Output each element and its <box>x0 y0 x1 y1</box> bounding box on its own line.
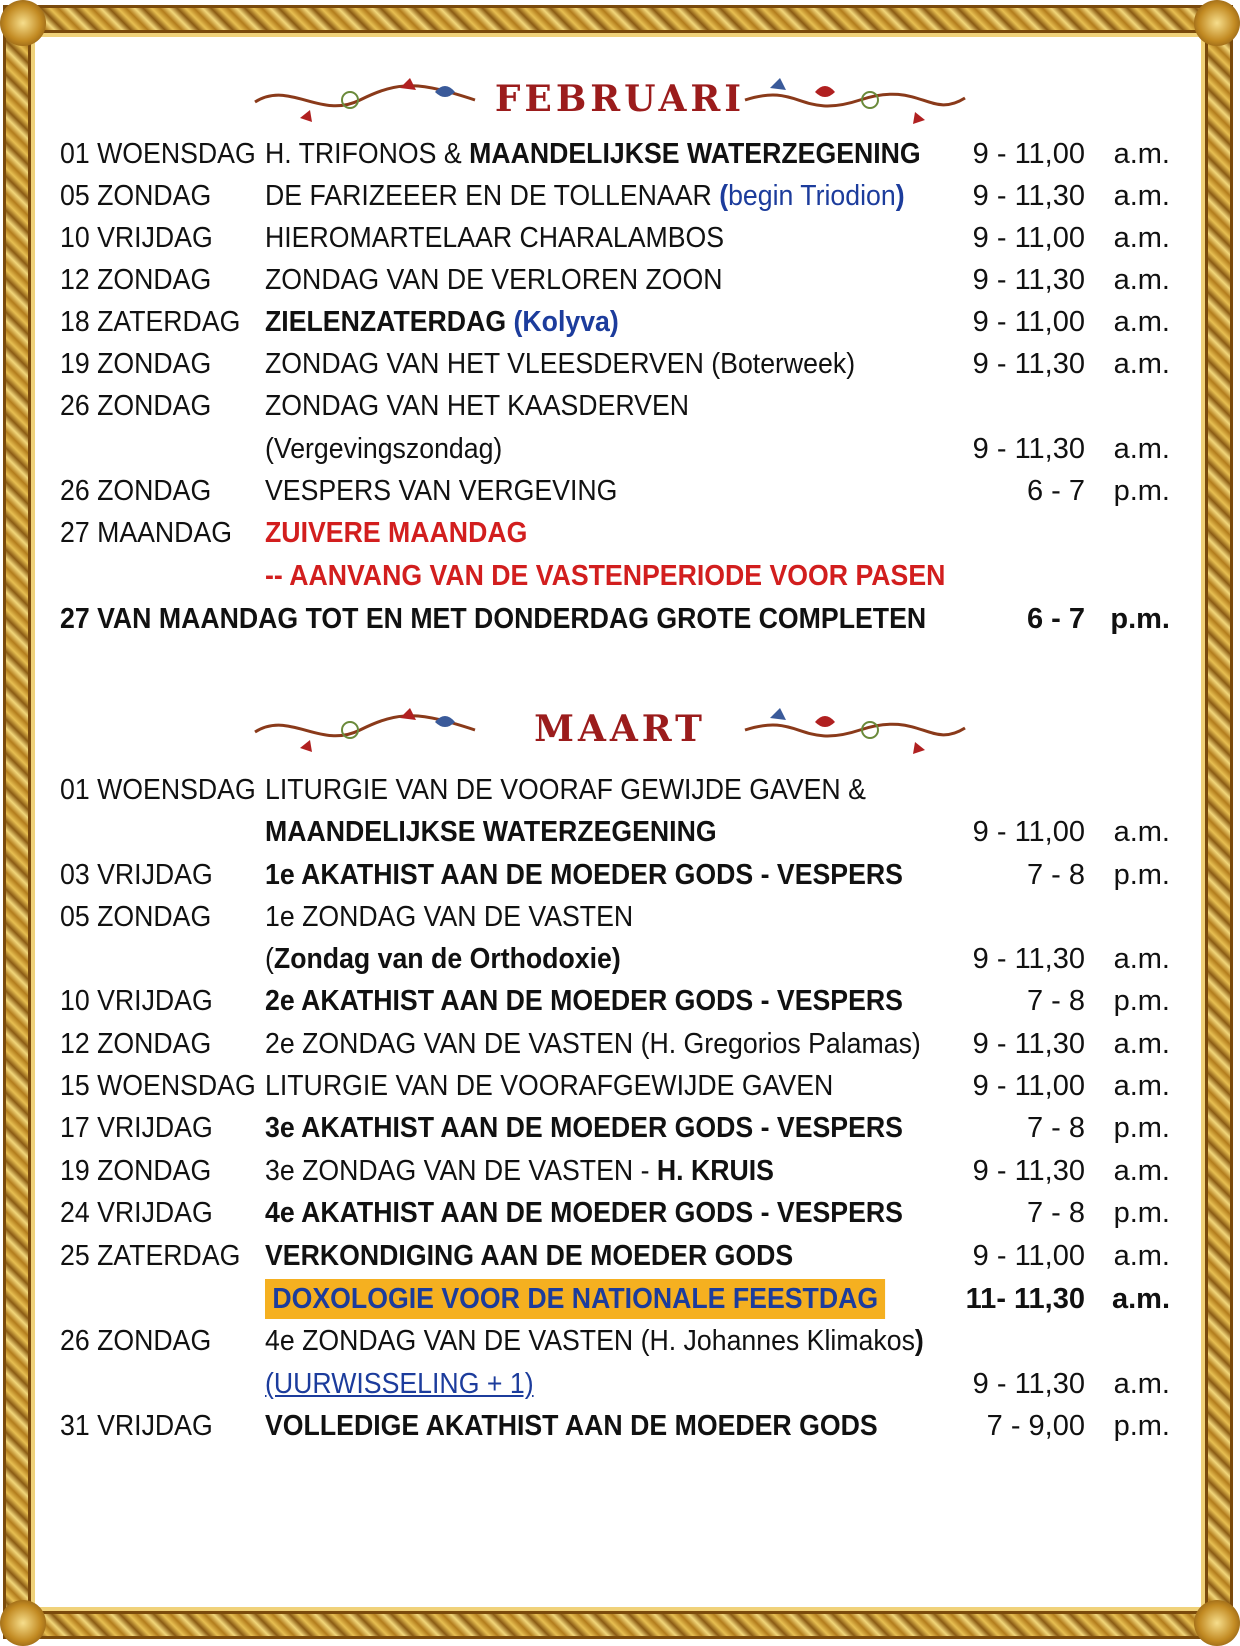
row-time: 7 - 8 <box>1026 1112 1085 1144</box>
schedule-row <box>60 429 1170 469</box>
row-ampm: a.m. <box>1113 1155 1170 1187</box>
floral-ornament-icon <box>740 70 970 130</box>
row-time: 9 - 11,30 <box>972 1028 1085 1060</box>
schedule-row <box>60 770 1170 810</box>
row-time: 9 - 11,30 <box>972 1155 1085 1187</box>
row-date: 31 VRIJDAG <box>60 1410 213 1442</box>
schedule-row <box>60 1364 1170 1404</box>
row-time: 9 - 11,00 <box>972 1240 1085 1272</box>
row-time: 7 - 8 <box>1026 859 1085 891</box>
schedule-row <box>60 1066 1170 1106</box>
row-date: 18 ZATERDAG <box>60 306 241 338</box>
row-description: ZONDAG VAN HET KAASDERVEN <box>265 390 690 422</box>
row-description: MAANDELIJKSE WATERZEGENING <box>265 816 717 848</box>
row-date: 12 ZONDAG <box>60 1028 212 1060</box>
row-time: 9 - 11,30 <box>972 433 1085 465</box>
row-time: 9 - 11,00 <box>972 138 1085 170</box>
row-ampm: p.m. <box>1113 985 1170 1017</box>
month-title: MAART <box>534 708 706 750</box>
row-description: (Zondag van de Orthodoxie) <box>265 943 621 975</box>
row-ampm: p.m. <box>1113 475 1170 507</box>
row-date: 05 ZONDAG <box>60 180 212 212</box>
row-time: 9 - 11,00 <box>972 222 1085 254</box>
row-time: 7 - 8 <box>1026 985 1085 1017</box>
row-ampm: p.m. <box>1113 1112 1170 1144</box>
row-ampm: a.m. <box>1113 1070 1170 1102</box>
schedule-row <box>60 812 1170 852</box>
row-time: 9 - 11,30 <box>972 348 1085 380</box>
row-description: -- AANVANG VAN DE VASTENPERIODE VOOR PASEN <box>265 560 946 592</box>
row-ampm: a.m. <box>1113 433 1170 465</box>
row-description: 3e AKATHIST AAN DE MOEDER GODS - VESPERS <box>265 1112 903 1144</box>
row-description: VERKONDIGING AAN DE MOEDER GODS <box>265 1240 794 1272</box>
row-description: ZIELENZATERDAG (Kolyva) <box>265 306 619 338</box>
floral-ornament-icon <box>740 700 970 760</box>
row-date: 15 WOENSDAG <box>60 1070 256 1102</box>
row-date: 10 VRIJDAG <box>60 985 213 1017</box>
row-description: VESPERS VAN VERGEVING <box>265 475 618 507</box>
row-description: DE FARIZEEER EN DE TOLLENAAR (begin Triodion) <box>265 180 905 212</box>
schedule-row <box>60 471 1170 511</box>
row-ampm: p.m. <box>1113 859 1170 891</box>
schedule-row <box>60 981 1170 1021</box>
row-time: 11- 11,30 <box>965 1283 1085 1315</box>
schedule-row <box>60 1279 1170 1319</box>
schedule-row <box>60 1321 1170 1361</box>
row-ampm: a.m. <box>1111 1283 1170 1315</box>
schedule-row <box>60 218 1170 258</box>
row-ampm: a.m. <box>1113 306 1170 338</box>
row-description: 2e ZONDAG VAN DE VASTEN (H. Gregorios Palamas) <box>265 1028 921 1060</box>
row-date: 10 VRIJDAG <box>60 222 213 254</box>
row-date: 01 WOENSDAG <box>60 774 256 806</box>
row-date: 05 ZONDAG <box>60 901 212 933</box>
row-date: 24 VRIJDAG <box>60 1197 213 1229</box>
row-time: 9 - 11,30 <box>972 943 1085 975</box>
row-ampm: a.m. <box>1113 1368 1170 1400</box>
row-description: 4e AKATHIST AAN DE MOEDER GODS - VESPERS <box>265 1197 903 1229</box>
row-date: 25 ZATERDAG <box>60 1240 241 1272</box>
row-description: 1e AKATHIST AAN DE MOEDER GODS - VESPERS <box>265 859 903 891</box>
row-date: 19 ZONDAG <box>60 1155 212 1187</box>
row-date: 12 ZONDAG <box>60 264 212 296</box>
row-ampm: p.m. <box>1110 603 1170 635</box>
schedule-row <box>60 260 1170 300</box>
schedule-row <box>60 386 1170 426</box>
row-description: 27 VAN MAANDAG TOT EN MET DONDERDAG GROTE COMPLETEN <box>60 603 927 635</box>
februari-heading <box>0 66 1240 136</box>
row-time: 9 - 11,30 <box>972 1368 1085 1400</box>
row-ampm: a.m. <box>1113 943 1170 975</box>
row-time: 9 - 11,30 <box>972 264 1085 296</box>
schedule-row <box>60 939 1170 979</box>
row-ampm: a.m. <box>1113 138 1170 170</box>
row-time: 7 - 9,00 <box>986 1410 1085 1442</box>
row-date: 26 ZONDAG <box>60 390 212 422</box>
schedule-row <box>60 344 1170 384</box>
row-time: 9 - 11,00 <box>972 816 1085 848</box>
frame-corner-ornament <box>1194 1600 1240 1646</box>
schedule-row <box>60 1406 1170 1446</box>
row-description: 4e ZONDAG VAN DE VASTEN (H. Johannes Klimakos) <box>265 1325 924 1357</box>
schedule-row <box>60 302 1170 342</box>
row-description: 2e AKATHIST AAN DE MOEDER GODS - VESPERS <box>265 985 903 1017</box>
schedule-row <box>60 599 1170 639</box>
schedule-row <box>60 1108 1170 1148</box>
schedule-row <box>60 1151 1170 1191</box>
schedule-row <box>60 176 1170 216</box>
row-ampm: a.m. <box>1113 1240 1170 1272</box>
time-change-link[interactable]: (UURWISSELING + 1) <box>265 1368 534 1400</box>
frame-corner-ornament <box>0 1600 46 1646</box>
row-ampm: a.m. <box>1113 180 1170 212</box>
row-description: 1e ZONDAG VAN DE VASTEN <box>265 901 634 933</box>
row-time: 7 - 8 <box>1026 1197 1085 1229</box>
row-date: 27 MAANDAG <box>60 517 232 549</box>
row-date: 26 ZONDAG <box>60 475 212 507</box>
row-description: HIEROMARTELAAR CHARALAMBOS <box>265 222 725 254</box>
row-ampm: a.m. <box>1113 816 1170 848</box>
row-time: 9 - 11,00 <box>972 306 1085 338</box>
row-description: H. TRIFONOS & MAANDELIJKSE WATERZEGENING <box>265 138 921 170</box>
row-description: ZONDAG VAN DE VERLOREN ZOON <box>265 264 723 296</box>
row-ampm: p.m. <box>1113 1410 1170 1442</box>
schedule-row <box>60 1236 1170 1276</box>
row-ampm: a.m. <box>1113 348 1170 380</box>
row-time: 9 - 11,30 <box>972 180 1085 212</box>
row-date: 17 VRIJDAG <box>60 1112 213 1144</box>
row-ampm: a.m. <box>1113 1028 1170 1060</box>
row-description: VOLLEDIGE AKATHIST AAN DE MOEDER GODS <box>265 1410 878 1442</box>
schedule-row <box>60 1193 1170 1233</box>
row-date: 26 ZONDAG <box>60 1325 212 1357</box>
row-time: 6 - 7 <box>1026 475 1085 507</box>
schedule-row <box>60 1024 1170 1064</box>
highlighted-description: DOXOLOGIE VOOR DE NATIONALE FEESTDAG <box>265 1279 885 1319</box>
schedule-row <box>60 897 1170 937</box>
schedule-row <box>60 513 1170 553</box>
row-description: 3e ZONDAG VAN DE VASTEN - H. KRUIS <box>265 1155 774 1187</box>
row-date: 01 WOENSDAG <box>60 138 256 170</box>
row-time: 6 - 7 <box>1026 603 1085 635</box>
frame-corner-ornament <box>1194 0 1240 46</box>
row-date: 19 ZONDAG <box>60 348 212 380</box>
schedule-row <box>60 134 1170 174</box>
row-description: ZONDAG VAN HET VLEESDERVEN (Boterweek) <box>265 348 856 380</box>
maart-heading <box>0 696 1240 766</box>
row-description: ZUIVERE MAANDAG <box>265 517 528 549</box>
row-description: LITURGIE VAN DE VOORAFGEWIJDE GAVEN <box>265 1070 834 1102</box>
row-description: LITURGIE VAN DE VOORAF GEWIJDE GAVEN & <box>265 774 866 806</box>
row-description: (Vergevingszondag) <box>265 433 503 465</box>
row-time: 9 - 11,00 <box>972 1070 1085 1102</box>
schedule-row <box>60 556 1170 596</box>
frame-corner-ornament <box>0 0 46 46</box>
row-ampm: a.m. <box>1113 222 1170 254</box>
row-date: 03 VRIJDAG <box>60 859 213 891</box>
row-ampm: a.m. <box>1113 264 1170 296</box>
row-ampm: p.m. <box>1113 1197 1170 1229</box>
month-title: FEBRUARI <box>494 78 746 120</box>
schedule-row <box>60 855 1170 895</box>
